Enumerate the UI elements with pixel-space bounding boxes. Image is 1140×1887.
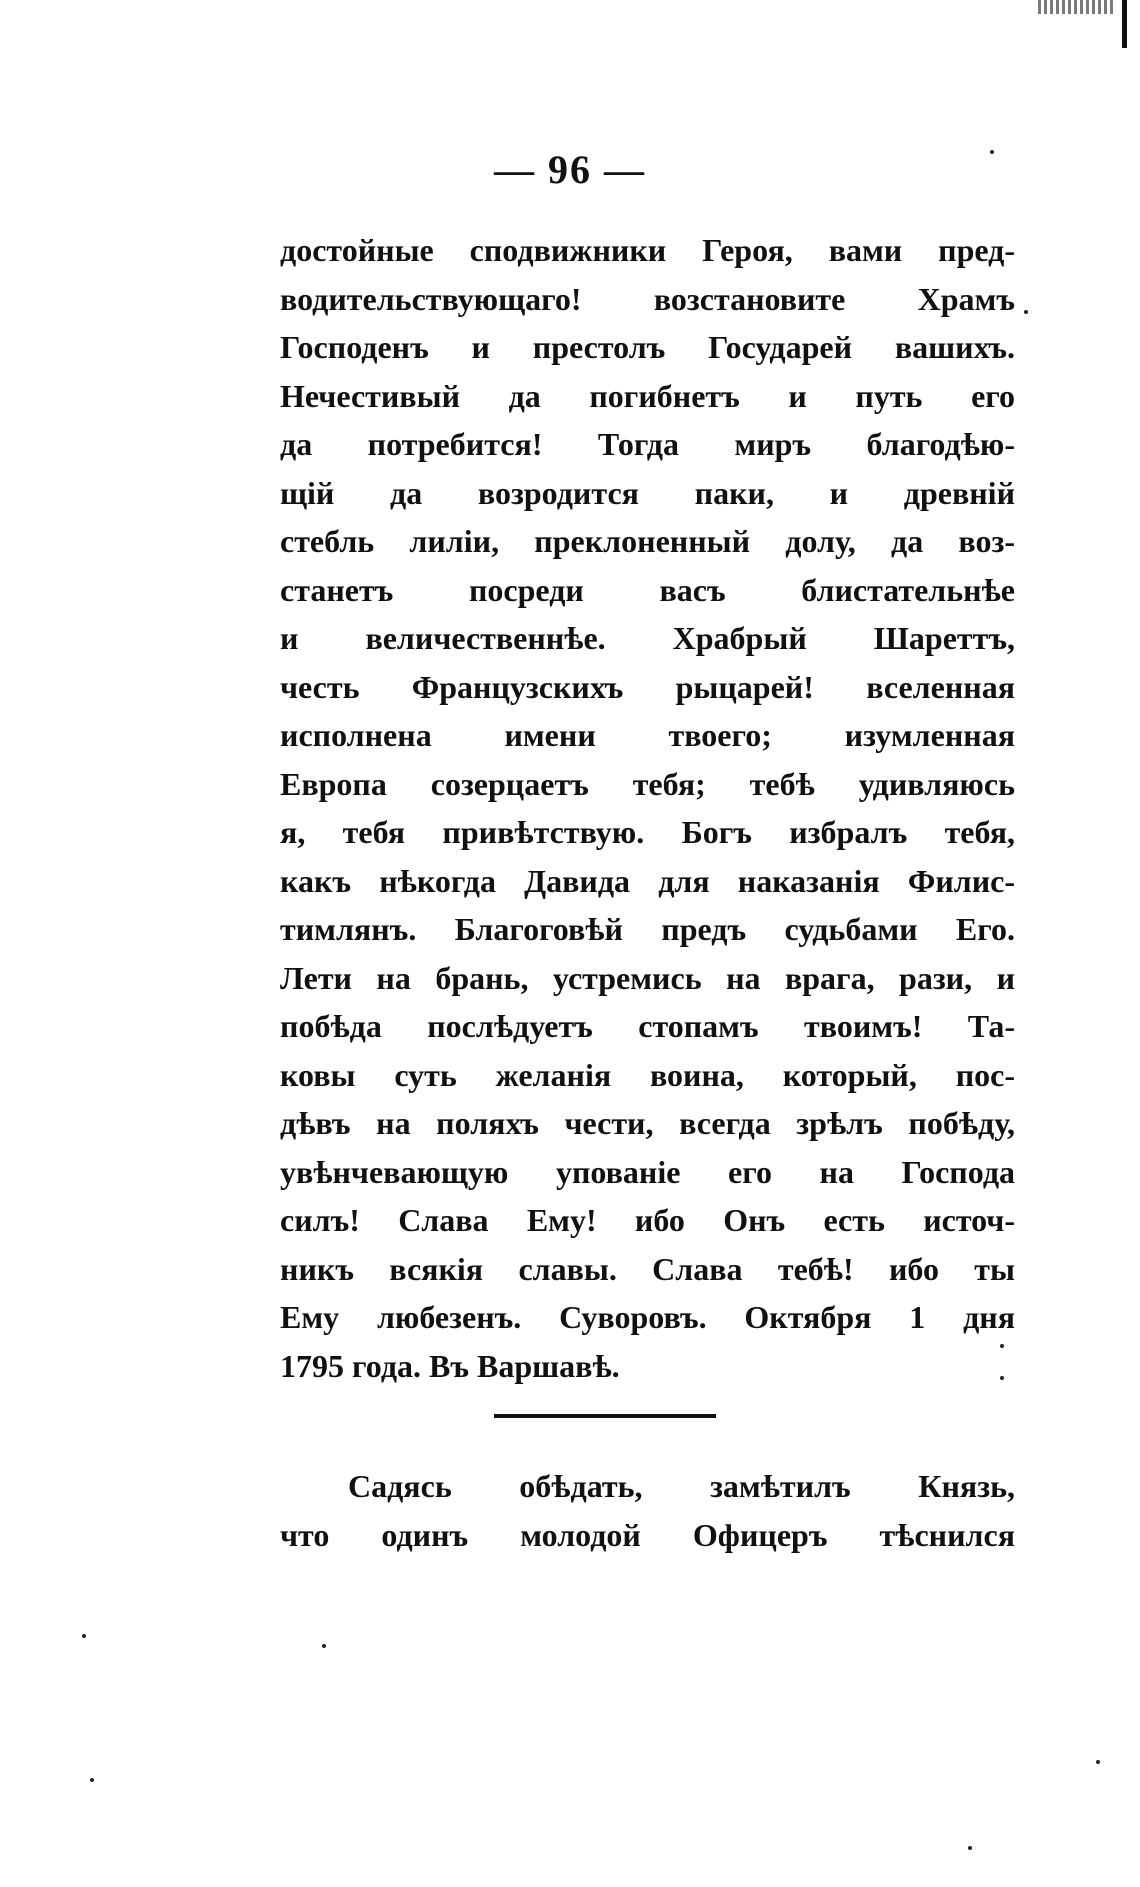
paper-speck bbox=[1000, 1376, 1004, 1380]
text-line: честь Французскихъ рыцарей! вселенная bbox=[280, 668, 1015, 705]
text-line: достойные сподвижники Героя, вами пред- bbox=[280, 232, 1015, 268]
text-line: и величественнѣе. Храбрый Шареттъ, bbox=[280, 620, 1015, 656]
text-line: исполнена имени твоего; изумленная bbox=[280, 717, 1015, 753]
text-line: да потребится! Тогда миръ благодѣю- bbox=[280, 426, 1015, 462]
page-number: — 96 — bbox=[494, 147, 646, 192]
paper-speck bbox=[322, 1644, 326, 1648]
text-line: водительствующаго! возстановите Храмъ bbox=[280, 280, 1015, 317]
text-line: 1795 года. Въ Варшавѣ. bbox=[280, 1347, 620, 1384]
text-line: побѣда послѣдуетъ стопамъ твоимъ! Та- bbox=[280, 1008, 1015, 1044]
text-line: ковы суть желанія воина, который, пос- bbox=[280, 1056, 1015, 1093]
narrative-paragraph bbox=[280, 1462, 1015, 1559]
text-line: Лети на брань, устремись на врага, рази, и bbox=[280, 959, 1015, 996]
letter-paragraph bbox=[280, 226, 1015, 1390]
text-line: силъ! Слава Ему! ибо Онъ есть источ- bbox=[280, 1202, 1015, 1238]
text-line: Ему любезенъ. Суворовъ. Октября 1 дня bbox=[280, 1299, 1015, 1335]
text-line: дѣвъ на поляхъ чести, всегда зрѣлъ побѣду, bbox=[280, 1105, 1015, 1141]
section-divider bbox=[494, 1414, 716, 1418]
paper-speck bbox=[1096, 1760, 1100, 1764]
text-line: Господенъ и престолъ Государей вашихъ. bbox=[280, 329, 1015, 365]
page-edge-mark bbox=[1122, 0, 1127, 48]
text-line: Нечестивый да погибнетъ и путь его bbox=[280, 377, 1015, 414]
paper-speck bbox=[1024, 310, 1028, 314]
paper-speck bbox=[990, 150, 994, 154]
text-line: Садясь обѣдать, замѣтилъ Князь, bbox=[348, 1468, 1015, 1504]
text-line: Европа созерцаетъ тебя; тебѣ удивляюсь bbox=[280, 765, 1015, 802]
paper-speck bbox=[90, 1778, 94, 1782]
text-line: стебль лиліи, преклоненный долу, да воз- bbox=[280, 523, 1015, 559]
corner-print-mark bbox=[1038, 0, 1116, 14]
paper-speck bbox=[82, 1634, 86, 1638]
text-line: станетъ посреди васъ блистательнѣе bbox=[280, 571, 1015, 608]
text-line: увѣнчевающую упованіе его на Господа bbox=[280, 1153, 1015, 1190]
text-line: щій да возродится паки, и древній bbox=[280, 474, 1015, 511]
text-line: никъ всякія славы. Слава тебѣ! ибо ты bbox=[280, 1250, 1015, 1287]
text-line: тимлянъ. Благоговѣй предъ судьбами Его. bbox=[280, 911, 1015, 947]
paper-speck bbox=[968, 1846, 972, 1850]
text-line: какъ нѣкогда Давида для наказанія Филис- bbox=[280, 862, 1015, 899]
paper-speck bbox=[1000, 1344, 1004, 1348]
text-line: что одинъ молодой Офицеръ тѣснился bbox=[280, 1516, 1015, 1553]
text-line: я, тебя привѣтствую. Богъ избралъ тебя, bbox=[280, 814, 1015, 850]
